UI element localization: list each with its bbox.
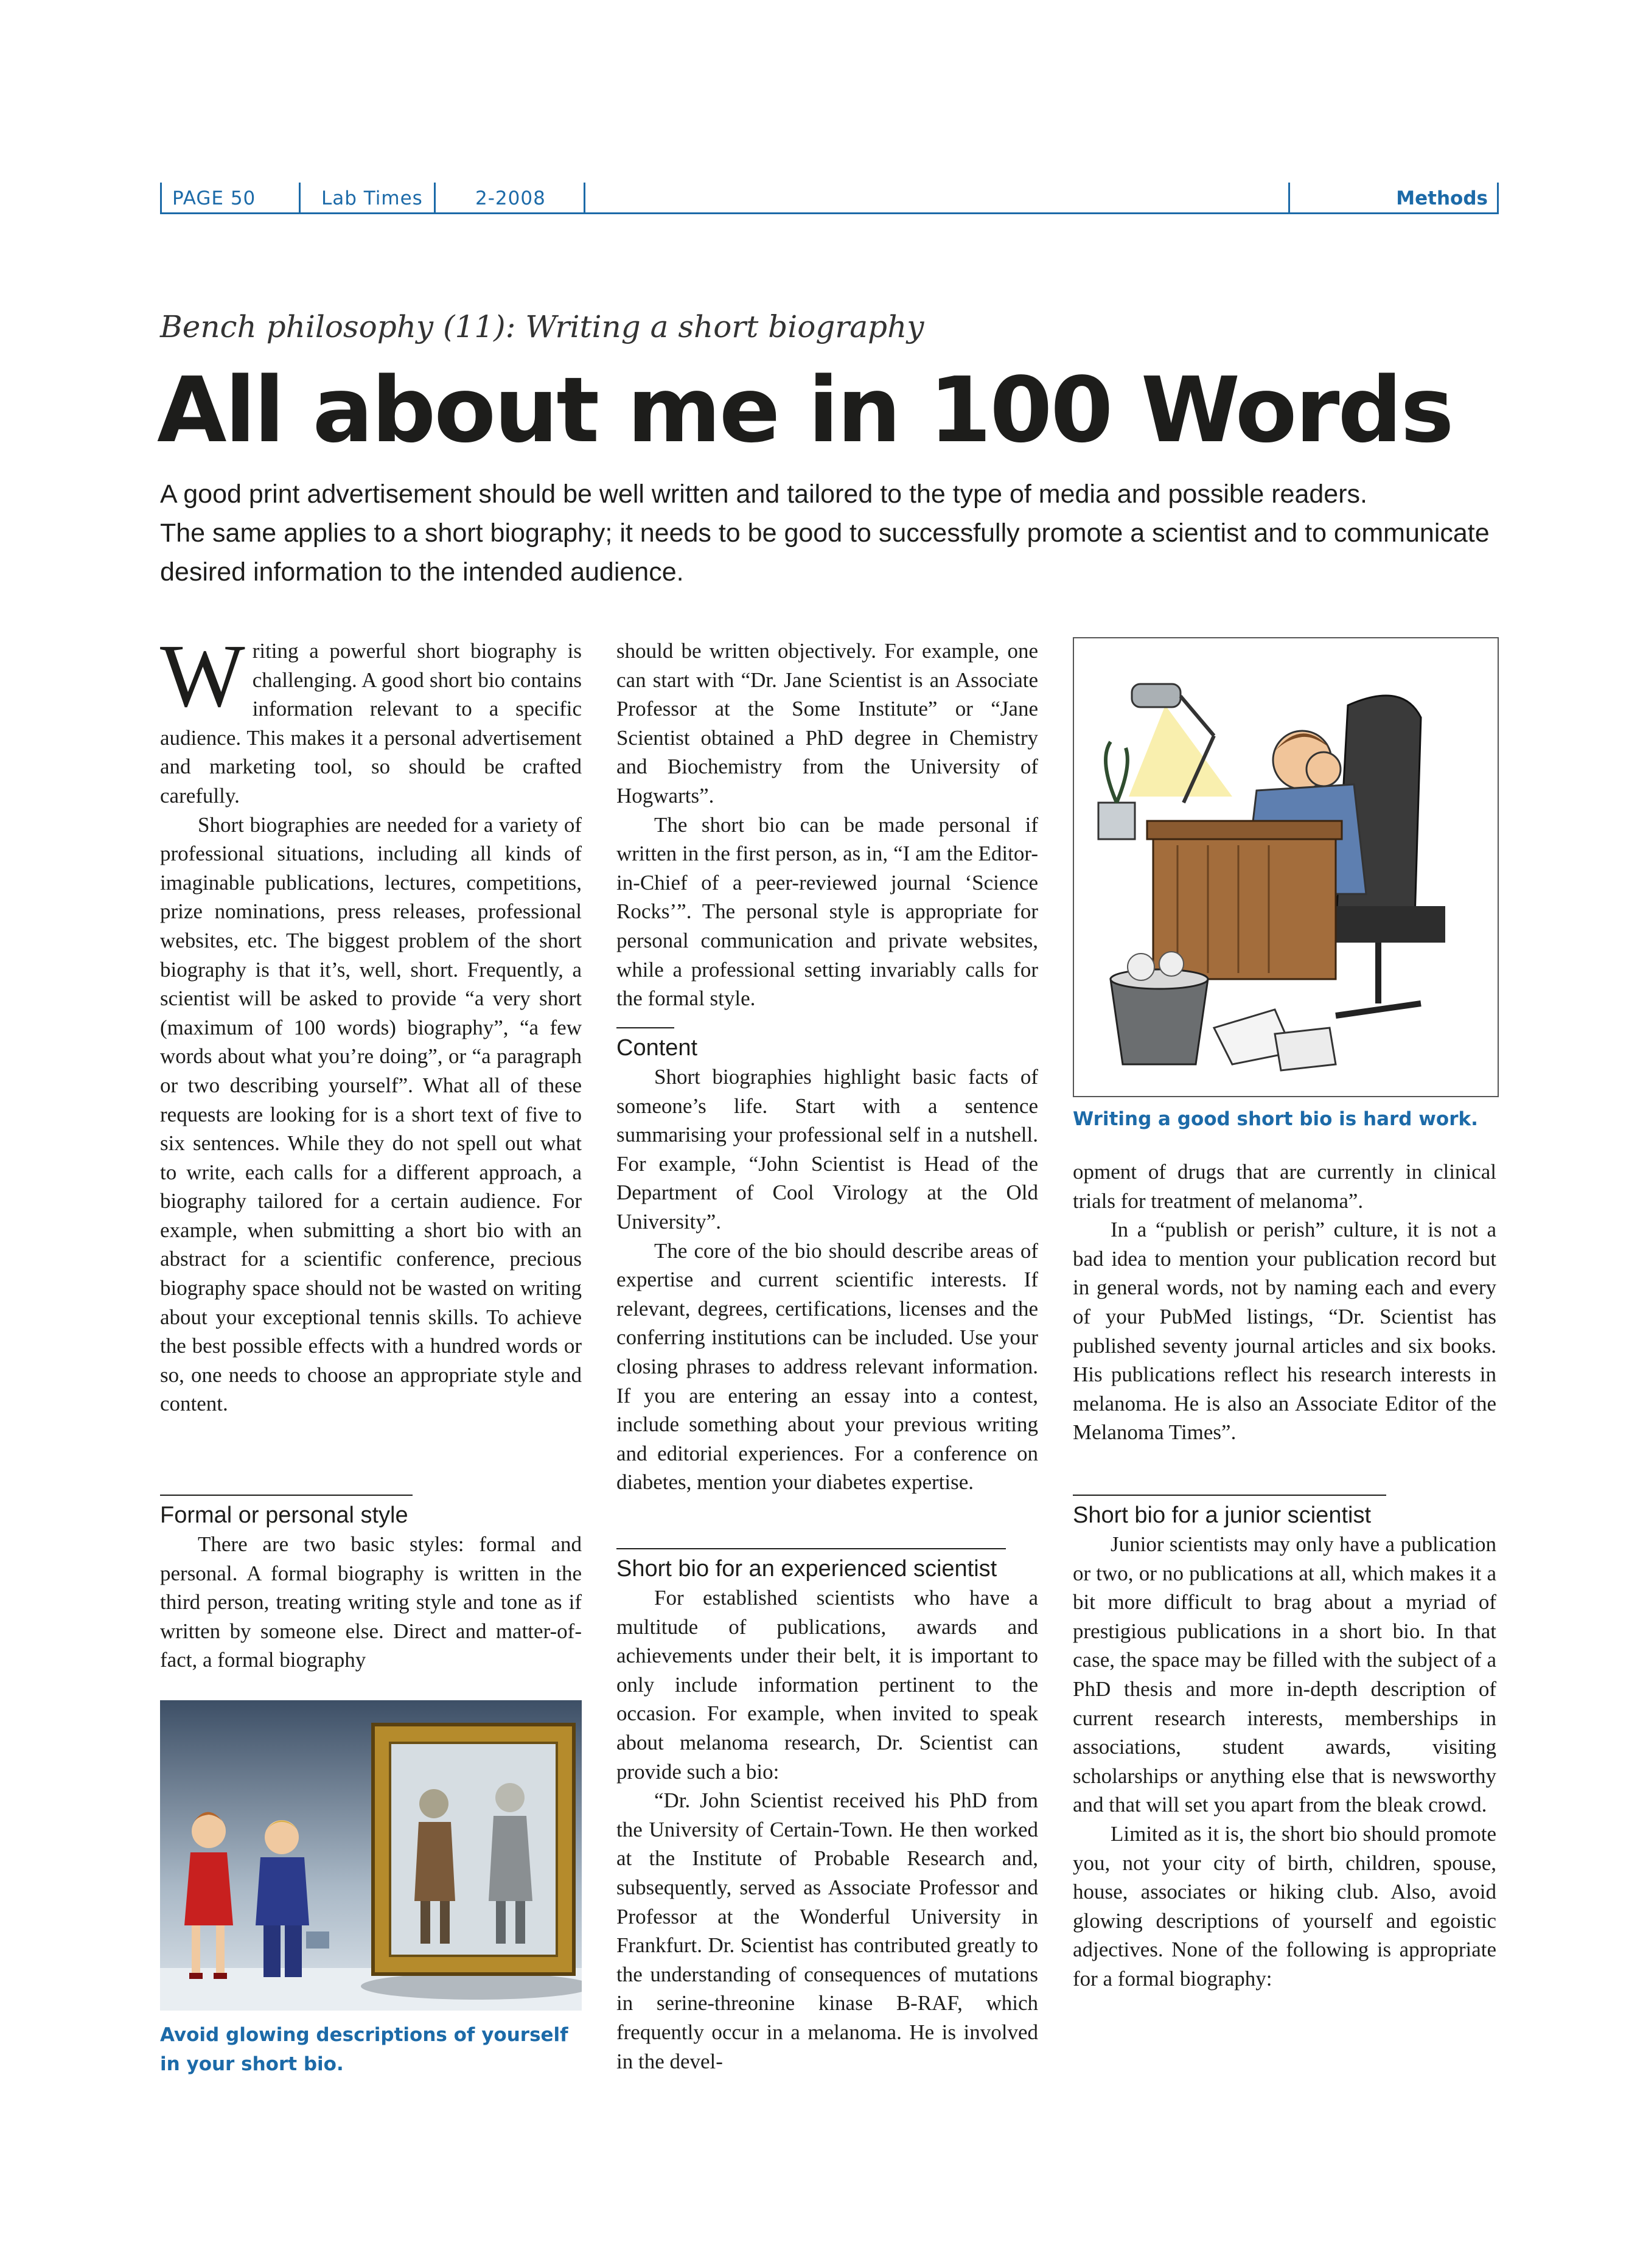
paragraph: should be written objectively. For example, one can start with “Dr. Jane Scientist is an Associate Professor at the Some Institute” or “Jane Scientist obtained a PhD degree in Chemistry and Biochemistry from the University of Hogwarts”. — [616, 639, 1038, 808]
column-1-section — [160, 1501, 582, 1675]
figure-caption: Avoid glowing descriptions of yourself in your short bio. — [160, 2024, 568, 2075]
section-heading: Short bio for a junior scientist — [1073, 1502, 1372, 1528]
paragraph: “Dr. John Scientist received his PhD from the University of Certain-Town. He then worked at the Institute of Probable Research and, subsequently, served as Associate Professor and Professor at the Wonderful University in Frankfurt. Dr. Scientist has contributed greatly to the understanding of consequences of mutations in serine-threonine kinase B-RAF, which frequently occur in a melanoma. He is involved in the devel- — [616, 1788, 1038, 2073]
header-divider — [1288, 183, 1290, 214]
paragraph: Short biographies highlight basic facts of someone’s life. Start with a sentence summarising your professional self in a nutshell. For example, “John Scientist is Head of the Department of Cool Virology at the Old University”. — [616, 1065, 1038, 1233]
mirror-cartoon-icon — [160, 1700, 582, 2011]
drop-cap: W — [160, 626, 245, 726]
section-name: Methods — [1396, 187, 1488, 209]
lead-line: The same applies to a short biography; it needs to be good to successfully promote a scientist and to communicate desired information to the intended audience. — [160, 518, 1490, 587]
column-3 — [1073, 1157, 1496, 1447]
section-rule — [1073, 1495, 1386, 1496]
issue-number: 2-2008 — [475, 187, 546, 209]
paragraph: The core of the bio should describe areas of expertise and current scientific interests. If relevant, degrees, certifications, licenses and the conferring institutions can be included. Use your closing phrases to address relevant information. If you are entering an essay into a contest, include something about your previous writing and editorial experiences. For a conference on diabetes, mention your diabetes expertise. — [616, 1238, 1038, 1495]
article-headline: All about me in 100 Words — [157, 358, 1453, 462]
lead-line: A good print advertisement should be well written and tailored to the type of media and possible readers. — [160, 480, 1367, 509]
page-header — [160, 183, 1499, 214]
article-lead — [160, 475, 1499, 591]
paragraph: For established scientists who have a multitude of publications, awards and achievements under their belt, it is important to only include information pertinent to the occasion. For example, when invited to speak about melanoma research, Dr. Scientist can provide such a bio: — [616, 1586, 1038, 1784]
paragraph: Short biographies are needed for a variety of professional situations, including all kinds of imaginable publications, lectures, competitions, prize nominations, press releases, professional websites, etc. The biggest problem of the short biography is that it’s, well, short. Frequently, a scientist will be asked to provide “a very short (maximum of 100 words) biography”, “a few words about what you’re doing”, or “a paragraph or two describing yourself”. What all of these requests are looking for is a short text of five to six sentences. While they do not spell out what to write, each calls for a different approach, a biography tailored for a certain audience. For example, when submitting a short bio with an abstract for a scientific conference, precious biography space should not be wasted on writing about your exceptional tennis skills. To achieve the best possible effects with a hundred words or so, one needs to choose an appropriate style and content. — [160, 812, 582, 1416]
section-rule — [616, 1548, 1006, 1549]
column-3-junior — [1073, 1501, 1496, 1994]
paragraph: Limited as it is, the short bio should promote you, not your city of birth, children, spouse, house, associates or hiking club. Also, avoid glowing descriptions of yourself and egoistic adjectives. None of the following is appropriate for a formal biography: — [1073, 1821, 1496, 1991]
page-number: PAGE 50 — [172, 187, 256, 209]
section-heading: Formal or personal style — [160, 1502, 408, 1528]
section-heading: Short bio for an experienced scientist — [616, 1556, 997, 1582]
header-divider — [160, 183, 162, 214]
header-divider — [299, 183, 301, 214]
paragraph: In a “publish or perish” culture, it is not a bad idea to mention your publication record but in general words, not by naming each and every of your PubMed listings, “Dr. Scientist has published seventy journal articles and six books. His publications reflect his research interests in melanoma. He is also an Associate Editor of the Melanoma Times”. — [1073, 1218, 1496, 1445]
paragraph: The short bio can be made personal if written in the first person, as in, “I am the Editor-in-Chief of a peer-reviewed journal ‘Science Rocks’”. The personal style is appropriate for personal communication and private websites, while a professional setting invariably calls for the formal style. — [616, 812, 1038, 1011]
magazine-name: Lab Times — [321, 187, 423, 209]
article-kicker: Bench philosophy (11): Writing a short biography — [160, 309, 924, 344]
header-divider — [434, 183, 436, 214]
column-1 — [160, 626, 582, 1418]
figure-mirror — [160, 1700, 582, 2011]
paragraph: opment of drugs that are currently in clinical trials for treatment of melanoma”. — [1073, 1160, 1496, 1213]
section-rule — [160, 1495, 413, 1496]
paragraph: Writing a powerful short biography is challenging. A good short bio contains information relevant to a specific audience. This makes it a personal advertisement and marketing tool, so should be crafted carefully. — [160, 626, 582, 808]
section-rule — [616, 1027, 674, 1028]
header-divider — [1497, 183, 1499, 214]
scientist-at-desk-cartoon-icon — [1074, 638, 1498, 1096]
figure-caption: Writing a good short bio is hard work. — [1073, 1108, 1478, 1130]
column-2-experienced — [616, 1554, 1038, 2076]
header-divider — [584, 183, 585, 214]
column-2 — [616, 637, 1038, 1013]
paragraph: There are two basic styles: formal and personal. A formal biography is written in the third person, treating writing style and tone as if written by someone else. Direct and matter-of-fact, a formal biography — [160, 1532, 582, 1672]
section-heading: Content — [616, 1035, 698, 1061]
figure-desk — [1073, 637, 1499, 1097]
paragraph: Junior scientists may only have a publication or two, or no publications at all, which makes it a bit more difficult to brag about a myriad of prestigious publications in a short bio. In that case, the space may be filled with the subject of a PhD thesis and more in-depth description of current research interests, memberships in associations, student awards, visiting scholarships or anything else that is newsworthy and that will set you apart from the bleak crowd. — [1073, 1532, 1496, 1817]
column-2-content — [616, 1033, 1038, 1497]
header-rule — [160, 212, 1499, 214]
